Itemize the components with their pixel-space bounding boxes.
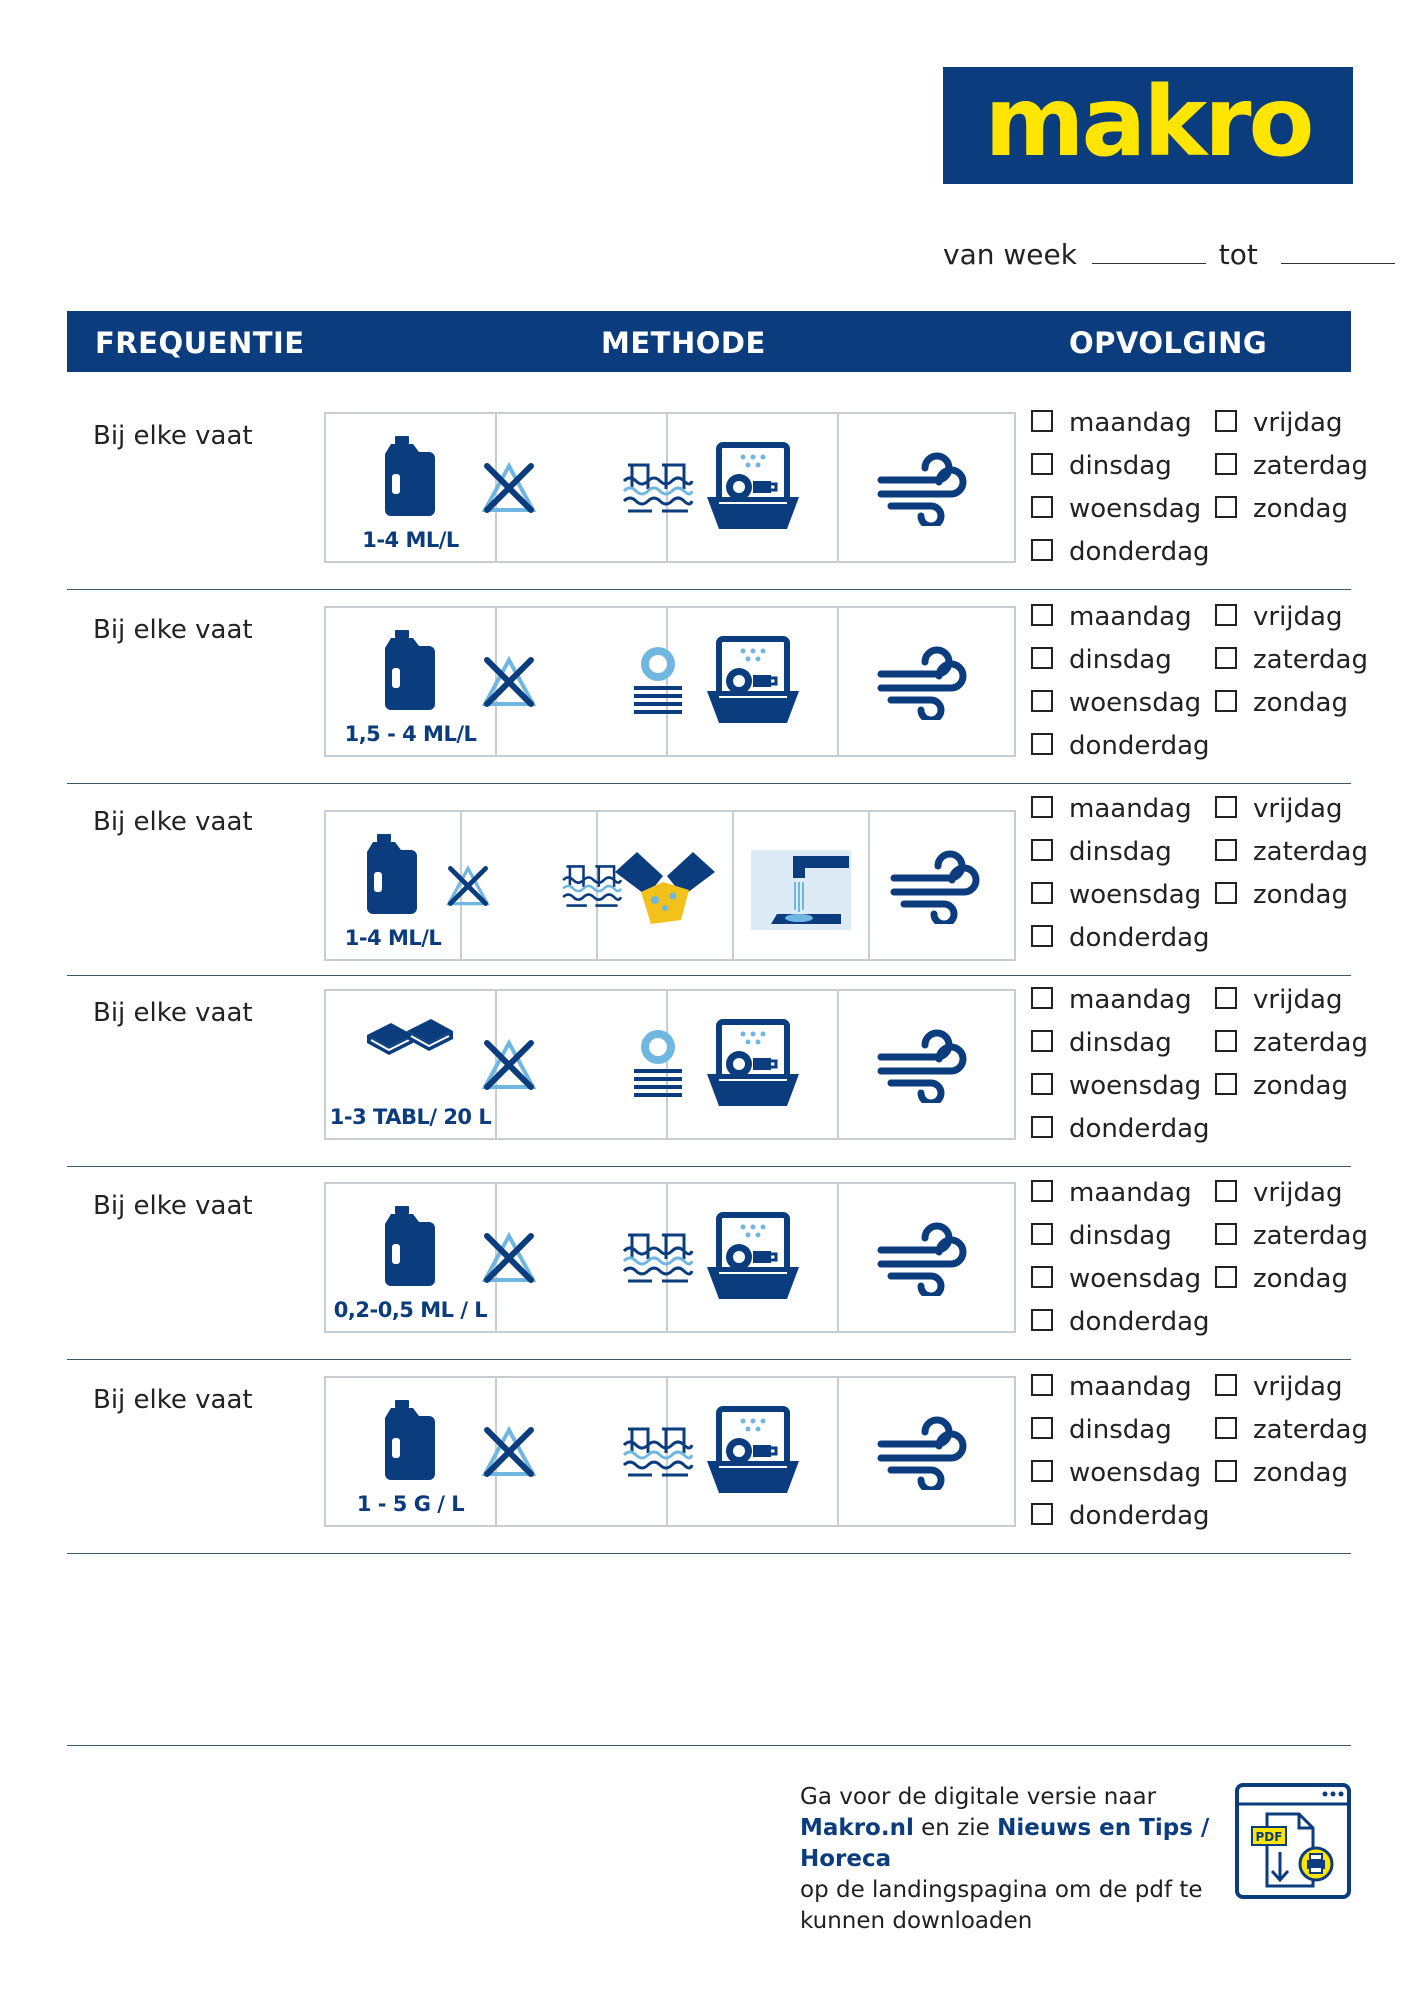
no-bleach-rinse-cell xyxy=(497,608,668,755)
day-checkbox-zondag[interactable] xyxy=(1215,1264,1348,1294)
method-strip xyxy=(324,989,1016,1140)
checkbox[interactable] xyxy=(1031,1030,1053,1052)
checkbox[interactable] xyxy=(1031,1073,1053,1095)
day-checkbox-zondag[interactable] xyxy=(1215,494,1348,524)
day-checkbox-woensdag[interactable] xyxy=(1031,1264,1201,1294)
footer-line1: Ga voor de digitale versie naar xyxy=(800,1784,1157,1810)
frequency-label: Bij elke vaat xyxy=(93,998,253,1028)
day-label: maandag xyxy=(1069,408,1192,438)
checkbox[interactable] xyxy=(1215,1374,1237,1396)
day-label: zondag xyxy=(1253,1264,1348,1294)
method-strip xyxy=(324,606,1016,757)
day-checkbox-zaterdag[interactable] xyxy=(1215,1415,1368,1445)
wash-cell xyxy=(668,991,839,1138)
day-label: dinsdag xyxy=(1069,1221,1172,1251)
footer-text xyxy=(800,1782,1220,1937)
checkbox[interactable] xyxy=(1031,539,1053,561)
no-bleach-rinse-cell xyxy=(462,812,598,959)
wash-cell xyxy=(668,1184,839,1331)
day-label: dinsdag xyxy=(1069,451,1172,481)
day-label: donderdag xyxy=(1069,1114,1210,1144)
day-label: donderdag xyxy=(1069,537,1210,567)
checkbox[interactable] xyxy=(1215,453,1237,475)
day-label: woensdag xyxy=(1069,1458,1202,1488)
day-label: maandag xyxy=(1069,1178,1192,1208)
checkbox[interactable] xyxy=(1031,453,1053,475)
frequency-label: Bij elke vaat xyxy=(93,615,253,645)
day-label: woensdag xyxy=(1069,1264,1202,1294)
checkbox[interactable] xyxy=(1031,882,1053,904)
checkbox[interactable] xyxy=(1215,839,1237,861)
day-label: donderdag xyxy=(1069,923,1210,953)
day-checkbox-woensdag[interactable] xyxy=(1031,688,1201,718)
day-label: vrijdag xyxy=(1253,985,1343,1015)
no-bleach-rinse-cell xyxy=(497,1184,668,1331)
checkbox[interactable] xyxy=(1215,1417,1237,1439)
footer-line4: kunnen downloaden xyxy=(800,1908,1033,1934)
day-checkbox-zaterdag[interactable] xyxy=(1215,1028,1368,1058)
header-followup: OPVOLGING xyxy=(1069,326,1268,360)
product-cell xyxy=(326,608,497,755)
dry-cell xyxy=(839,1184,1010,1331)
day-checkbox-vrijdag[interactable] xyxy=(1215,602,1342,632)
dry-cell xyxy=(870,812,1006,959)
week-to-label: tot xyxy=(1218,238,1258,271)
checkbox[interactable] xyxy=(1215,690,1237,712)
tap-cell xyxy=(734,812,870,959)
wash-cell xyxy=(668,414,839,561)
day-checkbox-dinsdag[interactable] xyxy=(1031,1415,1172,1445)
footer-divider xyxy=(67,1745,1351,1746)
checkbox[interactable] xyxy=(1215,1073,1237,1095)
day-label: vrijdag xyxy=(1253,408,1343,438)
day-label: dinsdag xyxy=(1069,645,1172,675)
makro-logo xyxy=(943,67,1353,184)
checkbox[interactable] xyxy=(1031,1503,1053,1525)
no-bleach-rinse-cell xyxy=(497,1378,668,1525)
day-checkbox-donderdag[interactable] xyxy=(1031,1501,1210,1531)
logo-text: makro xyxy=(984,65,1312,178)
day-label: dinsdag xyxy=(1069,837,1172,867)
checkbox[interactable] xyxy=(1031,690,1053,712)
day-label: zaterdag xyxy=(1253,837,1368,867)
day-label: zaterdag xyxy=(1253,645,1368,675)
day-checkbox-zaterdag[interactable] xyxy=(1215,645,1368,675)
day-label: maandag xyxy=(1069,985,1192,1015)
day-checkbox-woensdag[interactable] xyxy=(1031,880,1201,910)
day-label: zaterdag xyxy=(1253,1221,1368,1251)
day-checkbox-zaterdag[interactable] xyxy=(1215,451,1368,481)
table-header xyxy=(67,311,1351,372)
product-cell xyxy=(326,812,462,959)
week-from-field[interactable] xyxy=(1092,241,1206,264)
day-checkbox-donderdag[interactable] xyxy=(1031,923,1210,953)
day-checkbox-dinsdag[interactable] xyxy=(1031,1028,1172,1058)
no-bleach-rinse-cell xyxy=(497,414,668,561)
day-label: dinsdag xyxy=(1069,1415,1172,1445)
day-label: zaterdag xyxy=(1253,451,1368,481)
checkbox[interactable] xyxy=(1215,882,1237,904)
day-checkbox-vrijdag[interactable] xyxy=(1215,794,1342,824)
checkbox[interactable] xyxy=(1031,496,1053,518)
day-checkbox-vrijdag[interactable] xyxy=(1215,985,1342,1015)
checkbox[interactable] xyxy=(1031,604,1053,626)
header-method: METHODE xyxy=(601,326,766,360)
pdf-badge-text: PDF xyxy=(1255,1830,1283,1844)
day-checkbox-zondag[interactable] xyxy=(1215,880,1348,910)
scrub-cell xyxy=(598,812,734,959)
day-checkbox-maandag[interactable] xyxy=(1031,602,1192,632)
dose-label: 1-3 TABL/ 20 L xyxy=(329,1105,492,1130)
day-label: woensdag xyxy=(1069,1071,1202,1101)
day-checkbox-maandag[interactable] xyxy=(1031,408,1192,438)
day-label: zaterdag xyxy=(1253,1415,1368,1445)
day-checkbox-woensdag[interactable] xyxy=(1031,1071,1201,1101)
day-label: zondag xyxy=(1253,688,1348,718)
wash-cell xyxy=(668,608,839,755)
day-checkbox-maandag[interactable] xyxy=(1031,1178,1192,1208)
product-cell xyxy=(326,414,497,561)
checkbox[interactable] xyxy=(1031,1223,1053,1245)
checkbox[interactable] xyxy=(1031,1417,1053,1439)
day-label: vrijdag xyxy=(1253,1372,1343,1402)
pdf-download-icon[interactable] xyxy=(1234,1782,1352,1900)
day-checkbox-maandag[interactable] xyxy=(1031,985,1192,1015)
table-row xyxy=(67,1360,1368,1554)
week-from-label: van week xyxy=(943,238,1077,271)
product-cell xyxy=(326,1184,497,1331)
checkbox[interactable] xyxy=(1215,1460,1237,1482)
day-label: dinsdag xyxy=(1069,1028,1172,1058)
day-checkbox-donderdag[interactable] xyxy=(1031,731,1210,761)
dry-cell xyxy=(839,608,1010,755)
table-row xyxy=(67,973,1368,1167)
method-strip xyxy=(324,412,1016,563)
table-row xyxy=(67,396,1368,590)
day-label: zondag xyxy=(1253,1458,1348,1488)
day-label: donderdag xyxy=(1069,1501,1210,1531)
day-label: vrijdag xyxy=(1253,1178,1343,1208)
day-checkbox-dinsdag[interactable] xyxy=(1031,1221,1172,1251)
checkbox[interactable] xyxy=(1215,796,1237,818)
checkbox[interactable] xyxy=(1031,987,1053,1009)
method-strip xyxy=(324,1182,1016,1333)
dry-cell xyxy=(839,1378,1010,1525)
footer-site-link[interactable]: Makro.nl xyxy=(800,1815,914,1841)
checkbox[interactable] xyxy=(1215,1180,1237,1202)
day-checkbox-dinsdag[interactable] xyxy=(1031,451,1172,481)
dose-label: 1-4 ML/L xyxy=(344,926,442,951)
day-label: zondag xyxy=(1253,880,1348,910)
day-checkbox-zondag[interactable] xyxy=(1215,688,1348,718)
footer-mid-text: en zie xyxy=(913,1815,998,1841)
day-label: maandag xyxy=(1069,602,1192,632)
day-checkbox-vrijdag[interactable] xyxy=(1215,1178,1342,1208)
day-checkbox-donderdag[interactable] xyxy=(1031,537,1210,567)
day-label: donderdag xyxy=(1069,1307,1210,1337)
checkbox[interactable] xyxy=(1031,1309,1053,1331)
week-to-field[interactable] xyxy=(1281,241,1395,264)
dose-label: 0,2-0,5 ML / L xyxy=(333,1298,488,1323)
checkbox[interactable] xyxy=(1031,1180,1053,1202)
day-checkbox-vrijdag[interactable] xyxy=(1215,1372,1342,1402)
dose-label: 1 - 5 G / L xyxy=(356,1492,465,1517)
header-frequency: FREQUENTIE xyxy=(95,326,305,360)
day-checkbox-maandag[interactable] xyxy=(1031,794,1192,824)
day-label: maandag xyxy=(1069,794,1192,824)
day-checkbox-zaterdag[interactable] xyxy=(1215,1221,1368,1251)
day-checkbox-dinsdag[interactable] xyxy=(1031,645,1172,675)
checkbox[interactable] xyxy=(1215,604,1237,626)
day-checkbox-donderdag[interactable] xyxy=(1031,1307,1210,1337)
checkbox[interactable] xyxy=(1031,410,1053,432)
day-label: zondag xyxy=(1253,494,1348,524)
checkbox[interactable] xyxy=(1031,1116,1053,1138)
footer-section-link[interactable]: Nieuws en Tips / Horeca xyxy=(800,1815,1210,1872)
day-checkbox-woensdag[interactable] xyxy=(1031,494,1201,524)
day-label: woensdag xyxy=(1069,688,1202,718)
checkbox[interactable] xyxy=(1215,1266,1237,1288)
checkbox[interactable] xyxy=(1215,1223,1237,1245)
day-checkbox-zaterdag[interactable] xyxy=(1215,837,1368,867)
table-row xyxy=(67,782,1368,976)
frequency-label: Bij elke vaat xyxy=(93,421,253,451)
footer-line3: op de landingspagina om de pdf te xyxy=(800,1877,1203,1903)
frequency-label: Bij elke vaat xyxy=(93,807,253,837)
day-checkbox-donderdag[interactable] xyxy=(1031,1114,1210,1144)
day-checkbox-vrijdag[interactable] xyxy=(1215,408,1342,438)
checkbox[interactable] xyxy=(1031,925,1053,947)
checkbox[interactable] xyxy=(1031,647,1053,669)
wash-cell xyxy=(668,1378,839,1525)
table-row xyxy=(67,590,1368,784)
checkbox[interactable] xyxy=(1031,1374,1053,1396)
product-cell xyxy=(326,991,497,1138)
frequency-label: Bij elke vaat xyxy=(93,1191,253,1221)
day-checkbox-zondag[interactable] xyxy=(1215,1071,1348,1101)
dose-label: 1,5 - 4 ML/L xyxy=(344,722,477,747)
day-label: donderdag xyxy=(1069,731,1210,761)
checkbox[interactable] xyxy=(1215,496,1237,518)
day-label: zondag xyxy=(1253,1071,1348,1101)
week-range xyxy=(943,238,1395,271)
day-label: woensdag xyxy=(1069,880,1202,910)
no-bleach-rinse-cell xyxy=(497,991,668,1138)
day-label: woensdag xyxy=(1069,494,1202,524)
checkbox[interactable] xyxy=(1215,647,1237,669)
day-label: vrijdag xyxy=(1253,602,1343,632)
checkbox[interactable] xyxy=(1031,796,1053,818)
table-row xyxy=(67,1166,1368,1360)
day-label: maandag xyxy=(1069,1372,1192,1402)
checkbox[interactable] xyxy=(1215,987,1237,1009)
checkbox[interactable] xyxy=(1215,1030,1237,1052)
dry-cell xyxy=(839,991,1010,1138)
checkbox[interactable] xyxy=(1031,733,1053,755)
day-checkbox-zondag[interactable] xyxy=(1215,1458,1348,1488)
method-strip xyxy=(324,810,1016,961)
product-cell xyxy=(326,1378,497,1525)
frequency-label: Bij elke vaat xyxy=(93,1385,253,1415)
checkbox[interactable] xyxy=(1215,410,1237,432)
dose-label: 1-4 ML/L xyxy=(362,528,459,553)
dry-cell xyxy=(839,414,1010,561)
day-checkbox-maandag[interactable] xyxy=(1031,1372,1192,1402)
checkbox[interactable] xyxy=(1031,1460,1053,1482)
day-checkbox-woensdag[interactable] xyxy=(1031,1458,1201,1488)
day-checkbox-dinsdag[interactable] xyxy=(1031,837,1172,867)
checkbox[interactable] xyxy=(1031,839,1053,861)
method-strip xyxy=(324,1376,1016,1527)
checkbox[interactable] xyxy=(1031,1266,1053,1288)
day-label: vrijdag xyxy=(1253,794,1343,824)
day-label: zaterdag xyxy=(1253,1028,1368,1058)
